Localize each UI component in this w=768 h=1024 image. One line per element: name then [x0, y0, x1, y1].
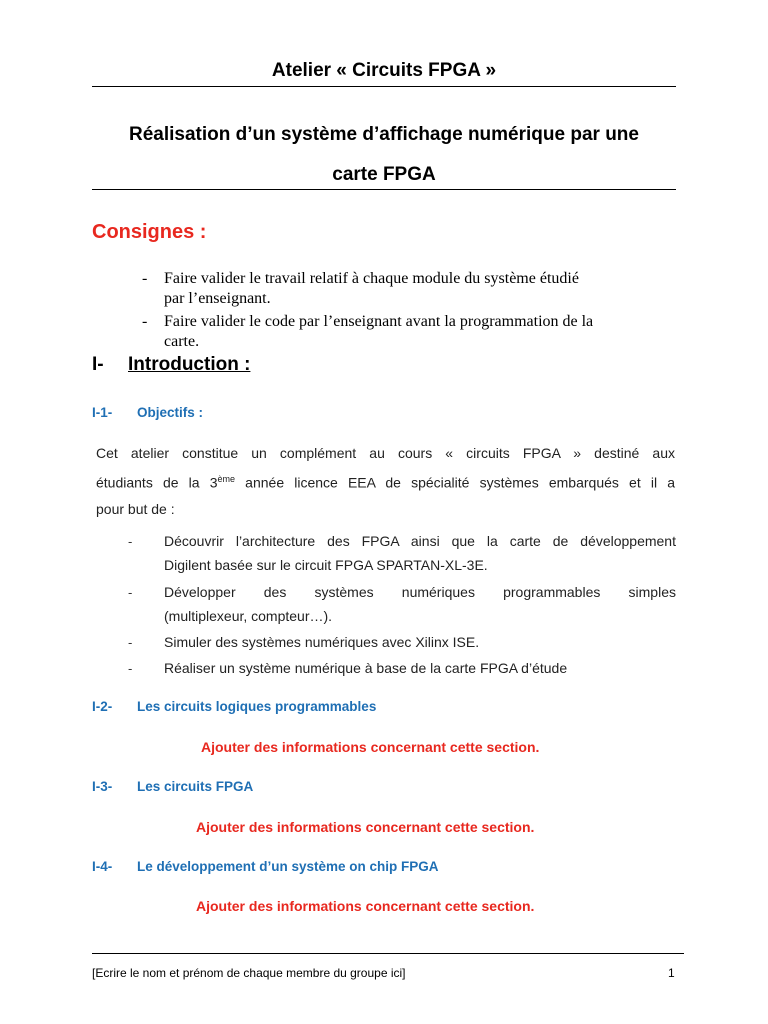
consigne-dash: -: [142, 270, 148, 287]
objective-dash: -: [128, 534, 133, 549]
subsection-title-circuits-logiques: Les circuits logiques programmables: [137, 699, 377, 714]
objective-item-1: Découvrir l’architecture des FPGA ainsi que la carte de développement Digilent basée sur le circuit FPGA SPARTAN-XL-3E.: [164, 533, 676, 573]
subsection-number-2: I-2-: [92, 699, 113, 714]
consigne-item-1: [164, 269, 684, 309]
objective-item-3: Simuler des systèmes numériques avec Xilinx ISE.: [164, 634, 480, 650]
placeholder-text: Ajouter des informations concernant cette section.: [196, 898, 535, 914]
intro-paragraph: [96, 440, 675, 522]
objective-item-2: Développer des systèmes numériques programmables simples (multiplexeur, compteur…).: [164, 584, 676, 624]
objective-dash: -: [128, 635, 133, 650]
title-divider: [92, 86, 676, 87]
intro-line2: étudiants de la 3ème année licence EEA de spécialité systèmes embarqués et il a: [96, 474, 675, 491]
footer-divider: [92, 953, 684, 954]
page-number: 1: [668, 966, 675, 980]
intro-line1: Cet atelier constitue un complément au cours « circuits FPGA » destiné aux: [96, 445, 675, 461]
footer-text: [Ecrire le nom et prénom de chaque membre du groupe ici]: [92, 966, 406, 980]
subtitle-divider: [92, 189, 676, 190]
objective-dash: -: [128, 661, 133, 676]
subsection-title-objectifs: Objectifs :: [137, 405, 204, 420]
placeholder-text: Ajouter des informations concernant cette section.: [201, 739, 540, 755]
section-number: I-: [92, 354, 104, 375]
intro-line3: pour but de :: [96, 500, 175, 517]
section-title: Introduction :: [128, 354, 251, 375]
subsection-title-soc-fpga: Le développement d’un système on chip FPGA: [137, 859, 439, 874]
objective-item-4: Réaliser un système numérique à base de la carte FPGA d’étude: [164, 660, 568, 676]
consigne-item-2: [164, 312, 684, 352]
subsection-title-circuits-fpga: Les circuits FPGA: [137, 779, 254, 794]
consigne-item-1-line2: par l’enseignant.: [164, 290, 271, 307]
document-title: Atelier « Circuits FPGA »: [271, 60, 497, 81]
consigne-item-2-line2: carte.: [164, 333, 200, 350]
subsection-number-3: I-3-: [92, 779, 113, 794]
placeholder-text: Ajouter des informations concernant cette section.: [196, 819, 535, 835]
objective-dash: -: [128, 585, 133, 600]
subsection-number-4: I-4-: [92, 859, 113, 874]
subsection-number-1: I-1-: [92, 405, 113, 420]
consigne-item-2-line1: Faire valider le code par l’enseignant avant la programmation de la: [164, 313, 594, 330]
document-subtitle-line1: Réalisation d’un système d’affichage numérique par une: [129, 124, 639, 145]
consignes-heading: Consignes :: [92, 221, 207, 243]
consigne-item-1-line1: Faire valider le travail relatif à chaque module du système étudié: [164, 270, 579, 287]
document-subtitle-line2: carte FPGA: [332, 164, 436, 185]
consigne-dash: -: [142, 313, 148, 330]
